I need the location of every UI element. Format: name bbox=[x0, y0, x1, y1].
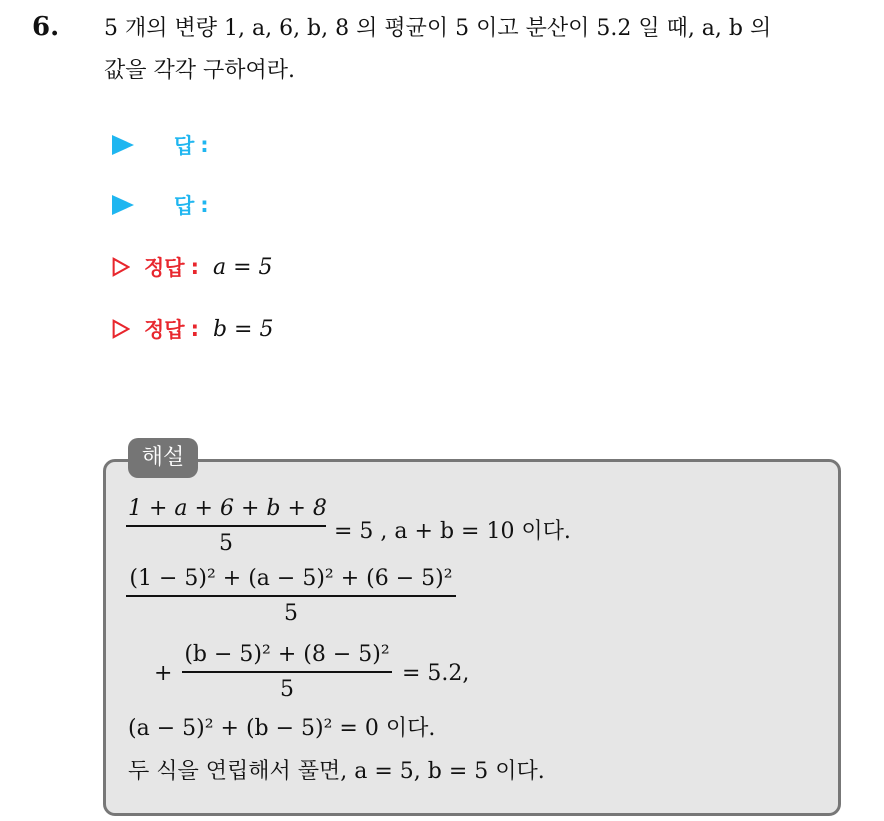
solution-colon: : bbox=[190, 255, 199, 279]
solution-row-2 bbox=[112, 312, 273, 346]
answer-label: 답 bbox=[174, 194, 195, 218]
solution-value: a = 5 bbox=[212, 254, 273, 280]
answer-colon: : bbox=[200, 133, 209, 157]
outline-triangle-icon bbox=[112, 257, 130, 277]
fraction-denominator: 5 bbox=[219, 530, 233, 556]
fraction-variance-part-2 bbox=[182, 642, 392, 702]
fraction-denominator: 5 bbox=[284, 600, 298, 626]
fraction-bar bbox=[182, 671, 392, 673]
solution-label: 정답 bbox=[144, 318, 185, 342]
explanation-line-5: 두 식을 연립해서 풀면, a = 5, b = 5 이다. bbox=[128, 759, 545, 784]
question-number: 6. bbox=[32, 12, 60, 42]
fraction-numerator: (1 − 5)² + (a − 5)² + (6 − 5)² bbox=[129, 566, 453, 591]
solution-colon: : bbox=[190, 317, 199, 341]
outline-triangle-icon bbox=[112, 319, 130, 339]
question-text-line-1: 5 개의 변량 1, a, 6, b, 8 의 평균이 5 이고 분산이 5.2 일 때, a, b 의 bbox=[104, 16, 772, 41]
question-text-line-2: 값을 각각 구하여라. bbox=[104, 58, 295, 83]
solution-value: b = 5 bbox=[212, 316, 274, 342]
fraction-bar bbox=[126, 595, 456, 597]
fraction-bar bbox=[126, 525, 326, 527]
solution-row-1 bbox=[112, 250, 273, 284]
fraction-denominator: 5 bbox=[280, 676, 294, 702]
play-triangle-icon bbox=[112, 135, 134, 155]
explanation-line-4: (a − 5)² + (b − 5)² = 0 이다. bbox=[128, 716, 436, 741]
explanation-line-3-rest: = 5.2, bbox=[402, 661, 470, 686]
fraction-numerator: 1 + a + 6 + b + 8 bbox=[128, 496, 327, 521]
play-triangle-icon bbox=[112, 195, 134, 215]
fraction-numerator: (b − 5)² + (8 − 5)² bbox=[184, 642, 390, 667]
solution-label: 정답 bbox=[144, 256, 185, 280]
fraction-variance-part-1 bbox=[126, 566, 456, 626]
explanation-tag: 해설 bbox=[128, 438, 198, 478]
answer-colon: : bbox=[200, 193, 209, 217]
explanation-line-1-rest: = 5 , a + b = 10 이다. bbox=[334, 519, 571, 544]
answer-row-2[interactable] bbox=[112, 188, 209, 222]
plus-sign: + bbox=[154, 661, 173, 686]
fraction-mean bbox=[126, 496, 326, 556]
answer-label: 답 bbox=[174, 134, 195, 158]
answer-row-1[interactable] bbox=[112, 128, 209, 162]
